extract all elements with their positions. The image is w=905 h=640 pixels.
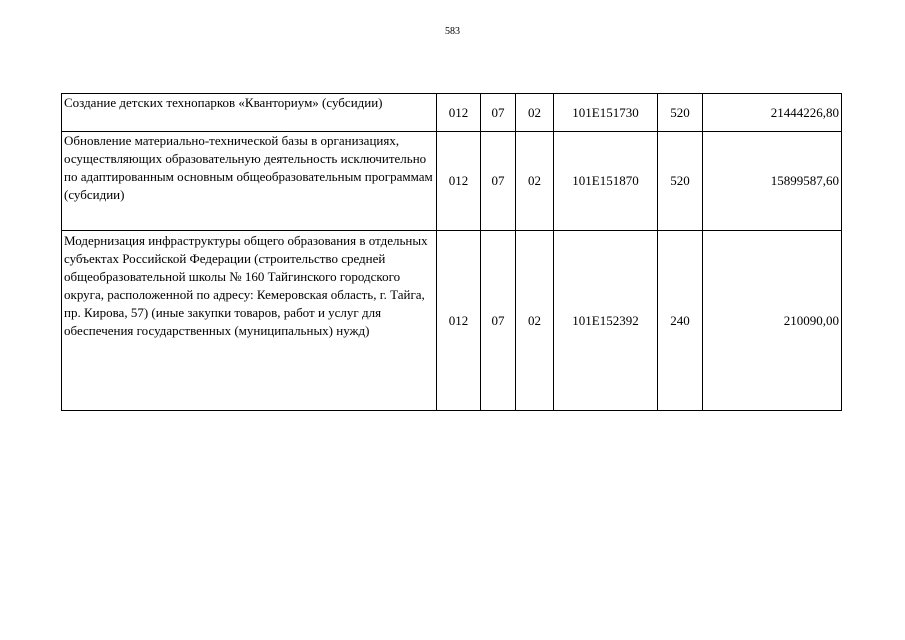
ministry-code-cell: 012	[437, 94, 481, 132]
amount-cell: 15899587,60	[703, 132, 842, 231]
amount-cell: 21444226,80	[703, 94, 842, 132]
budget-table	[61, 93, 842, 411]
amount-cell: 210090,00	[703, 231, 842, 411]
page-number: 583	[445, 26, 460, 37]
subsection-code-cell: 02	[516, 94, 554, 132]
expense-type-cell: 520	[658, 94, 703, 132]
expense-name-cell: Создание детских технопарков «Кванториум» (субсидии)	[62, 94, 437, 132]
table-row	[62, 132, 842, 231]
target-article-cell: 101E151870	[554, 132, 658, 231]
target-article-cell: 101E151730	[554, 94, 658, 132]
expense-name-cell: Модернизация инфраструктуры общего образования в отдельных субъектах Российской Федерации (строительство средней общеобразовательной школы № 160 Тайгинского городского округа, расположенной по адресу: Кемеровская область, г. Тайга, пр. Кирова, 57) (иные закупки товаров, работ и услуг для обеспечения государственных (муниципальных) нужд)	[62, 231, 437, 411]
subsection-code-cell: 02	[516, 231, 554, 411]
ministry-code-cell: 012	[437, 132, 481, 231]
ministry-code-cell: 012	[437, 231, 481, 411]
expense-type-cell: 240	[658, 231, 703, 411]
table-row	[62, 231, 842, 411]
target-article-cell: 101E152392	[554, 231, 658, 411]
section-code-cell: 07	[481, 94, 516, 132]
subsection-code-cell: 02	[516, 132, 554, 231]
expense-name-cell: Обновление материально-технической базы в организациях, осуществляющих образовательную деятельность исключительно по адаптированным основным общеобразовательным программам (субсидии)	[62, 132, 437, 231]
expense-type-cell: 520	[658, 132, 703, 231]
section-code-cell: 07	[481, 132, 516, 231]
section-code-cell: 07	[481, 231, 516, 411]
table-row	[62, 94, 842, 132]
